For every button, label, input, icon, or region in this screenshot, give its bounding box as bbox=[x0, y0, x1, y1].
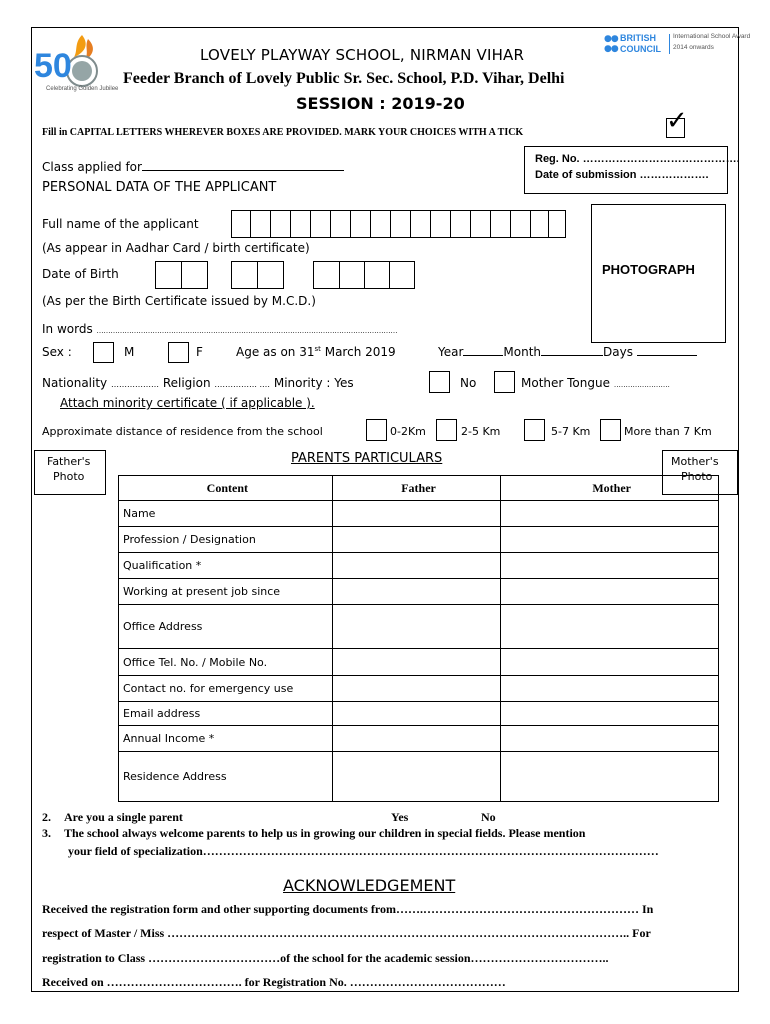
father-photo-label-2: Photo bbox=[53, 470, 85, 483]
father-cell[interactable] bbox=[332, 752, 501, 802]
logo-number: 50 bbox=[34, 47, 72, 85]
mother-tongue-field[interactable]: …………………… bbox=[613, 381, 670, 389]
father-cell[interactable] bbox=[332, 527, 501, 553]
session-title: SESSION : 2019-20 bbox=[296, 94, 465, 113]
minority-yes-checkbox[interactable] bbox=[429, 371, 450, 393]
header-father: Father bbox=[332, 476, 501, 501]
table-row bbox=[119, 501, 719, 527]
in-words-label: In words bbox=[42, 322, 93, 336]
row-label: Working at present job since bbox=[119, 579, 333, 605]
distance-7-plus-checkbox[interactable] bbox=[600, 419, 621, 441]
sex-m-checkbox[interactable] bbox=[93, 342, 114, 363]
class-applied-field[interactable] bbox=[142, 158, 344, 171]
father-photo-box[interactable] bbox=[34, 450, 106, 495]
ack-line3[interactable]: registration to Class ……………………………of the school for the academic session…………………………….. bbox=[42, 951, 609, 965]
distance-0-2-label: 0-2Km bbox=[390, 425, 426, 438]
q3-number: 3. bbox=[42, 826, 51, 840]
mother-cell[interactable] bbox=[501, 501, 719, 527]
distance-2-5-label: 2-5 Km bbox=[461, 425, 501, 438]
table-row bbox=[119, 752, 719, 802]
sex-m-label: M bbox=[124, 345, 135, 359]
distance-label: Approximate distance of residence from the school bbox=[42, 425, 323, 438]
distance-5-7-label: 5-7 Km bbox=[551, 425, 591, 438]
tick-mark-icon: ✓ bbox=[666, 106, 688, 136]
table-row bbox=[119, 702, 719, 726]
minority-no-checkbox[interactable] bbox=[494, 371, 515, 393]
date-submission: Date of submission ………………. bbox=[535, 169, 709, 181]
row-label: Name bbox=[119, 501, 333, 527]
distance-2-5-checkbox[interactable] bbox=[436, 419, 457, 441]
year-field[interactable] bbox=[463, 345, 503, 356]
q2-number: 2. bbox=[42, 810, 51, 824]
q3-line1: The school always welcome parents to help us in growing our children in special fields. Please mention bbox=[64, 826, 586, 840]
row-label: Email address bbox=[119, 702, 333, 726]
parents-heading: PARENTS PARTICULARS bbox=[291, 451, 443, 466]
table-row bbox=[119, 605, 719, 649]
photograph-label: PHOTOGRAPH bbox=[602, 262, 695, 277]
mother-cell[interactable] bbox=[501, 527, 719, 553]
mcd-note: (As per the Birth Certificate issued by M.C.D.) bbox=[42, 294, 316, 308]
in-words-field[interactable]: ………………………………………………………………………………………………………………… bbox=[96, 327, 398, 335]
photograph-box[interactable] bbox=[591, 204, 726, 343]
q2-text: Are you a single parent bbox=[64, 810, 183, 824]
mother-cell[interactable] bbox=[501, 702, 719, 726]
mother-cell[interactable] bbox=[501, 553, 719, 579]
row-label: Qualification * bbox=[119, 553, 333, 579]
sex-label: Sex : bbox=[42, 345, 72, 359]
aadhar-note: (As appear in Aadhar Card / birth certificate) bbox=[42, 241, 310, 255]
row-label: Contact no. for emergency use bbox=[119, 676, 333, 702]
mother-cell[interactable] bbox=[501, 676, 719, 702]
award-line2: 2014 onwards bbox=[673, 44, 714, 51]
distance-7-plus-label: More than 7 Km bbox=[624, 425, 712, 438]
bc-line2: COUNCIL bbox=[620, 44, 661, 54]
father-cell[interactable] bbox=[332, 726, 501, 752]
father-cell[interactable] bbox=[332, 501, 501, 527]
father-cell[interactable] bbox=[332, 649, 501, 676]
q2-no[interactable]: No bbox=[481, 810, 496, 824]
table-row bbox=[119, 676, 719, 702]
mother-cell[interactable] bbox=[501, 752, 719, 802]
mother-tongue-label: Mother Tongue bbox=[521, 376, 610, 390]
month-field[interactable] bbox=[541, 345, 603, 356]
row-label: Residence Address bbox=[119, 752, 333, 802]
golden-jubilee-logo bbox=[34, 33, 120, 101]
mother-cell[interactable] bbox=[501, 579, 719, 605]
father-cell[interactable] bbox=[332, 553, 501, 579]
sex-f-checkbox[interactable] bbox=[168, 342, 189, 363]
row-label: Office Address bbox=[119, 605, 333, 649]
table-row bbox=[119, 726, 719, 752]
dob-label: Date of Birth bbox=[42, 267, 119, 281]
instructions: Fill in CAPITAL LETTERS WHEREVER BOXES ARE PROVIDED. MARK YOUR CHOICES WITH A TICK bbox=[42, 127, 524, 138]
bc-line1: BRITISH bbox=[620, 33, 656, 43]
school-name: LOVELY PLAYWAY SCHOOL, NIRMAN VIHAR bbox=[200, 46, 525, 64]
father-cell[interactable] bbox=[332, 702, 501, 726]
table-header-row bbox=[119, 476, 719, 501]
full-name-boxes[interactable] bbox=[231, 210, 566, 242]
full-name-label: Full name of the applicant bbox=[42, 217, 199, 231]
ack-line1[interactable]: Received the registration form and other supporting documents from…….……………………………………………… In bbox=[42, 902, 654, 916]
dob-month-boxes[interactable] bbox=[231, 261, 284, 289]
days-field[interactable] bbox=[637, 345, 697, 356]
logo-tagline: Celebrating Golden Jubilee bbox=[46, 86, 119, 92]
minority-label: Minority : Yes bbox=[273, 376, 354, 390]
q3-line2[interactable]: your field of specialization…………………………………………………………………………………………………… bbox=[68, 844, 659, 858]
british-council-logo bbox=[604, 32, 751, 60]
father-cell[interactable] bbox=[332, 676, 501, 702]
mother-cell[interactable] bbox=[501, 649, 719, 676]
religion-field[interactable]: ……………. .… bbox=[214, 380, 271, 389]
age-sup: st bbox=[314, 345, 321, 353]
row-label: Profession / Designation bbox=[119, 527, 333, 553]
father-cell[interactable] bbox=[332, 579, 501, 605]
table-row bbox=[119, 527, 719, 553]
class-applied-label: Class applied for bbox=[42, 160, 142, 174]
distance-5-7-checkbox[interactable] bbox=[524, 419, 545, 441]
minority-note: Attach minority certificate ( if applicable ). bbox=[60, 396, 315, 410]
sex-f-label: F bbox=[196, 345, 203, 359]
header-mother: Mother bbox=[501, 476, 719, 501]
office-use-box bbox=[524, 146, 740, 194]
nationality-field[interactable]: ……………… bbox=[110, 380, 159, 389]
feeder-branch: Feeder Branch of Lovely Public Sr. Sec. School, P.D. Vihar, Delhi bbox=[123, 70, 565, 87]
nationality-label: Nationality bbox=[42, 376, 108, 390]
year-label: Year bbox=[438, 345, 464, 359]
row-label: Annual Income * bbox=[119, 726, 333, 752]
distance-0-2-checkbox[interactable] bbox=[366, 419, 387, 441]
ack-heading: ACKNOWLEDGEMENT bbox=[283, 876, 456, 895]
table-row bbox=[119, 553, 719, 579]
personal-heading: PERSONAL DATA OF THE APPLICANT bbox=[42, 180, 277, 195]
header-content: Content bbox=[119, 476, 333, 501]
q2-yes[interactable]: Yes bbox=[391, 810, 409, 824]
reg-no: Reg. No. ……………………………………. bbox=[535, 153, 740, 165]
father-cell[interactable] bbox=[332, 605, 501, 649]
religion-label: Religion bbox=[162, 376, 211, 390]
month-label: Month bbox=[503, 345, 542, 359]
table-row bbox=[119, 579, 719, 605]
row-label: Office Tel. No. / Mobile No. bbox=[119, 649, 333, 676]
mother-photo-label-1: Mother's bbox=[671, 455, 719, 468]
mother-cell[interactable] bbox=[501, 726, 719, 752]
dob-year-boxes[interactable] bbox=[313, 261, 415, 289]
ack-line2[interactable]: respect of Master / Miss …………………………………………………………………………………………………….. For bbox=[42, 926, 651, 940]
mother-cell[interactable] bbox=[501, 605, 719, 649]
mother-photo-label-2: Photo bbox=[681, 470, 713, 483]
table-row bbox=[119, 649, 719, 676]
minority-no-label: No bbox=[460, 376, 477, 390]
age-date: March 2019 bbox=[324, 345, 396, 359]
father-photo-label-1: Father's bbox=[47, 455, 91, 468]
age-label: Age as on 31 bbox=[236, 345, 315, 359]
award-line1: International School Award bbox=[673, 33, 751, 40]
days-label: Days bbox=[603, 345, 633, 359]
dob-day-boxes[interactable] bbox=[155, 261, 208, 289]
bc-dots-icon: ●● ●● bbox=[604, 34, 618, 54]
parents-table bbox=[118, 475, 719, 802]
ack-line4[interactable]: Received on ……………………………. for Registration No. ………………………………… bbox=[42, 975, 506, 989]
